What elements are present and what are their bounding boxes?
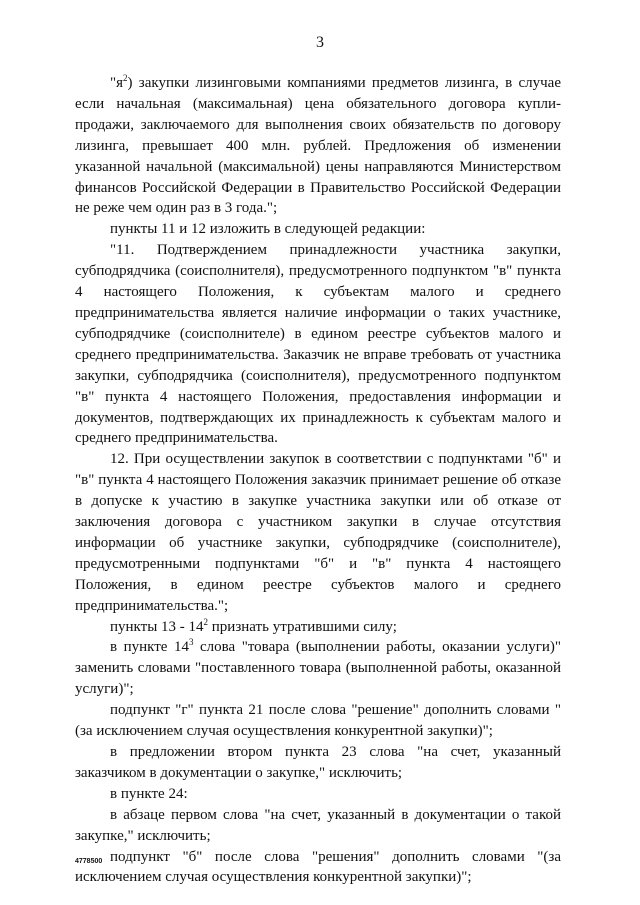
paragraph-items-11-12-intro: пункты 11 и 12 изложить в следующей редакции: [110, 221, 426, 238]
paragraph-item-23: в предложении втором пункта 23 слова "на счет, указанный заказчиком в документации о закупке," исключить; [75, 744, 561, 781]
paragraph-item-24-b: подпункт "б" после слова "решения" дополнить словами "(за исключением случая осуществления конкурентной закупки)"; [75, 848, 561, 886]
page-number: 3 [316, 34, 324, 51]
paragraph-item-24-intro: в пункте 24: [110, 785, 188, 802]
paragraph-item-21: подпункт "г" пункта 21 после слова "решение" дополнить словами "(за исключением случая осуществления конкурентной закупки)"; [75, 702, 561, 740]
document-body [75, 73, 561, 888]
paragraph-items-13-14: пункты $13 - 14^2$ признать утратившими силу; [110, 616, 397, 635]
paragraph-item-14-3: в пункте $14^3$ слова "товара (выполнении работы, оказании услуги)" заменить словами "поставленного товара (выполненной работы, оказанной услуги)"; [75, 637, 561, 698]
paragraph-item-11: "11. Подтверждением принадлежности участника закупки, субподрядчика (соисполнителя), предусмотренного подпунктом "в" пункта 4 настоящего Положения, к субъектам малого и среднего предпринимательства является наличие информации о таких участнике, субподрядчике (соисполнителе) в едином реестре субъектов малого и среднего предпринимательства. Заказчик не вправе требовать от участника закупки, субподрядчика (соисполнителя), предусмотренного подпунктом "в" пункта 4 настоящего Положения, предоставления информации и документов, подтверждающих их принадлежность к субъектам малого и среднего предпринимательства. [75, 242, 561, 447]
paragraph-item-12: 12. При осуществлении закупок в соответствии с подпунктами "б" и "в" пункта 4 настоящего Положения заказчик принимает решение об отказе в допуске к участию в закупке участника закупки или об отказе от заключения договора с участником закупки в случае отсутствия информации об участнике закупки, субподрядчике (соисполнителе), предусмотренными подпунктами "б" и "в" пункта 4 настоящего Положения, в едином реестре субъектов малого и среднего предпринимательства."; [75, 451, 561, 614]
paragraph-item-24-first: в абзаце первом слова "на счет, указанный в документации о такой закупке," исключить; [75, 806, 561, 844]
document-code: 4778500 [75, 858, 103, 865]
paragraph-ya2: "$я^2$) закупки лизинговыми компаниями предметов лизинга, в случае если начальная (максимальная) цена обязательного договора купли-продажи, заключаемого для выполнения своих обязательств по договору лизинга, превышает 400 млн. рублей. Предложения об изменении указанной начальной (максимальной) цены направляются Министерством финансов Российской Федерации в Правительство Российской Федерации не реже чем один раз в 3 года."; [75, 73, 561, 217]
